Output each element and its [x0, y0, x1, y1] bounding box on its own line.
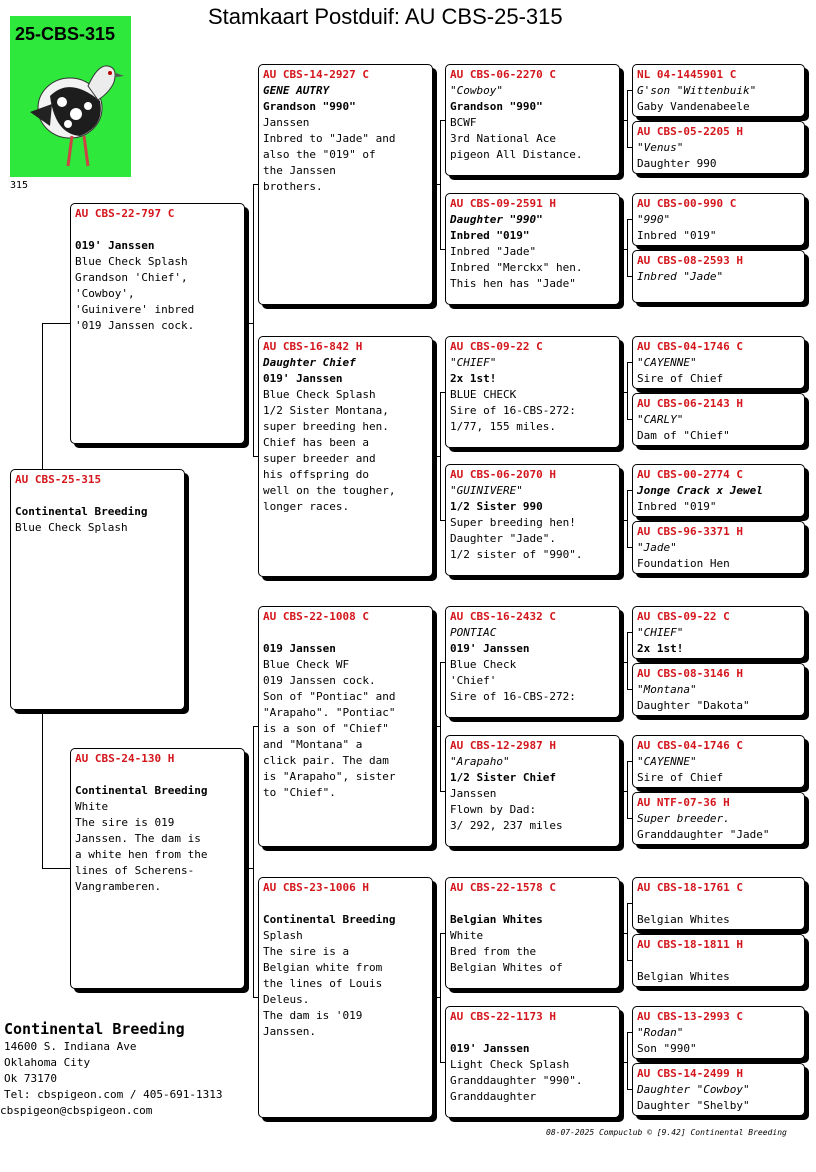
- great-great-grandparent-card: [632, 521, 805, 574]
- card-text-line: PONTIAC: [450, 626, 497, 639]
- ring-number: AU CBS-22-1008 C: [263, 610, 369, 623]
- card-text-line: 1/2 sister of "990".: [450, 548, 583, 561]
- ring-number: AU CBS-08-3146 H: [637, 667, 743, 680]
- great-grandparent-card: [445, 877, 620, 989]
- pedigree-connector-line: [627, 90, 628, 148]
- ring-number: AU CBS-00-990 C: [637, 197, 737, 210]
- pedigree-connector-line: [627, 761, 632, 762]
- card-text-line: 'Chief': [450, 674, 497, 687]
- card-text-line: Foundation Hen: [637, 557, 730, 570]
- card-text-line: Sire of Chief: [637, 771, 724, 784]
- card-text-line: Continental Breeding: [263, 913, 396, 926]
- pedigree-connector-line: [433, 997, 440, 998]
- great-grandparent-card: [445, 606, 620, 718]
- pedigree-connector-line: [440, 933, 441, 1063]
- pedigree-connector-line: [253, 184, 254, 457]
- card-text-line: Blue Check Splash: [15, 521, 128, 534]
- card-text-line: Blue Check: [450, 658, 517, 671]
- card-text-line: Super breeding hen!: [450, 516, 576, 529]
- card-text-line: Janssen. The dam is: [75, 832, 201, 845]
- great-great-grandparent-card: [632, 121, 805, 174]
- card-text-line: Daughter "Cowboy": [637, 1083, 750, 1096]
- grandparent-card: [258, 877, 433, 1118]
- ring-number: NL 04-1445901 C: [637, 68, 737, 81]
- subject-card: [10, 469, 185, 710]
- ring-number: AU CBS-18-1761 C: [637, 881, 743, 894]
- card-text-line: Grandson 'Chief',: [75, 271, 188, 284]
- ring-number: AU CBS-09-22 C: [637, 610, 730, 623]
- card-text-line: Son "990": [637, 1042, 697, 1055]
- pedigree-connector-line: [627, 547, 632, 548]
- pedigree-connector-line: [627, 362, 628, 420]
- card-text-line: Inbred "Merckx" hen.: [450, 261, 583, 274]
- pedigree-connector-line: [627, 1032, 628, 1090]
- card-text-line: and "Montana" a: [263, 738, 363, 751]
- card-text-line: Grandson "990": [450, 100, 543, 113]
- card-text-line: The sire is a: [263, 945, 350, 958]
- card-text-line: The sire is 019: [75, 816, 175, 829]
- pedigree-connector-line: [253, 997, 258, 998]
- ring-number: AU CBS-23-1006 H: [263, 881, 369, 894]
- pedigree-connector-line: [245, 868, 253, 869]
- pedigree-connector-line: [253, 456, 258, 457]
- pedigree-connector-line: [620, 249, 627, 250]
- great-great-grandparent-card: [632, 877, 805, 930]
- card-text-line: 019' Janssen: [450, 642, 530, 655]
- great-grandparent-card: [445, 193, 620, 305]
- card-text-line: "CAYENNE": [637, 356, 697, 369]
- card-text-line: a white hen from the: [75, 848, 208, 861]
- card-text-line: GENE AUTRY: [263, 84, 330, 97]
- great-grandparent-card: [445, 464, 620, 576]
- card-text-line: longer races.: [263, 500, 350, 513]
- card-text-line: 019' Janssen: [263, 372, 343, 385]
- ring-number: AU CBS-09-2591 H: [450, 197, 556, 210]
- great-great-grandparent-card: [632, 1063, 805, 1116]
- card-text-line: the Janssen: [263, 164, 336, 177]
- card-text-line: [637, 896, 800, 912]
- card-text-line: Deleus.: [263, 993, 310, 1006]
- card-text-line: 1/77, 155 miles.: [450, 420, 556, 433]
- card-text-line: Inbred "Jade": [450, 245, 537, 258]
- owner-email: cbspigeon@cbspigeon.com: [0, 1104, 153, 1117]
- card-text-line: '019 Janssen cock.: [75, 319, 195, 332]
- great-great-grandparent-card: [632, 735, 805, 788]
- card-text-line: Blue Check Splash: [263, 388, 376, 401]
- card-text-line: Chief has been a: [263, 436, 369, 449]
- pedigree-connector-line: [440, 120, 445, 121]
- card-text-line: This hen has "Jade": [450, 277, 576, 290]
- card-text-line: 2x 1st!: [450, 372, 497, 385]
- card-text-line: [75, 222, 240, 238]
- card-text-line: Light Check Splash: [450, 1058, 570, 1071]
- card-text-line: Sire of 16-CBS-272:: [450, 404, 576, 417]
- card-text-line: "CARLY": [637, 413, 684, 426]
- pedigree-connector-line: [42, 323, 43, 469]
- ring-number: AU CBS-14-2927 C: [263, 68, 369, 81]
- pedigree-connector-line: [627, 960, 632, 961]
- great-great-grandparent-card: [632, 393, 805, 446]
- card-text-line: Inbred "019": [637, 229, 717, 242]
- ring-number: AU CBS-25-315: [15, 473, 102, 486]
- owner-block: [0, 1019, 223, 1119]
- card-text-line: "990": [637, 213, 671, 226]
- card-text-line: Inbred "019": [637, 500, 717, 513]
- pedigree-connector-line: [627, 761, 628, 819]
- great-great-grandparent-card: [632, 1006, 805, 1059]
- card-text-line: lines of Scherens-: [75, 864, 195, 877]
- pedigree-connector-line: [627, 1032, 632, 1033]
- card-text-line: also the "019" of: [263, 148, 376, 161]
- pedigree-connector-line: [627, 419, 632, 420]
- card-text-line: Belgian Whites: [637, 970, 730, 983]
- pedigree-connector-line: [253, 726, 258, 727]
- card-text-line: Inbred to "Jade" and: [263, 132, 396, 145]
- footer-credit: 08-07-2025 Compuclub © [9.42] Continental Breeding: [546, 1128, 787, 1137]
- great-grandparent-card: [445, 735, 620, 847]
- pedigree-connector-line: [245, 323, 253, 324]
- card-text-line: Belgian Whites: [637, 913, 730, 926]
- card-text-line: 3rd National Ace: [450, 132, 556, 145]
- card-text-line: Belgian Whites of: [450, 961, 563, 974]
- pedigree-connector-line: [253, 726, 254, 998]
- card-text-line: BLUE CHECK: [450, 388, 517, 401]
- great-great-grandparent-card: [632, 663, 805, 716]
- card-text-line: Daughter "990": [450, 213, 543, 226]
- card-text-line: Belgian white from: [263, 961, 383, 974]
- pedigree-connector-line: [42, 323, 70, 324]
- card-text-line: brothers.: [263, 180, 323, 193]
- ring-number: AU CBS-14-2499 H: [637, 1067, 743, 1080]
- card-text-line: Son of "Pontiac" and: [263, 690, 396, 703]
- grandparent-card: [258, 336, 433, 577]
- card-text-line: Bred from the: [450, 945, 537, 958]
- ring-number: AU CBS-18-1811 H: [637, 938, 743, 951]
- page-title: Stamkaart Postduif: AU CBS-25-315: [208, 4, 563, 29]
- ring-number: AU CBS-06-2143 H: [637, 397, 743, 410]
- ring-number: AU CBS-96-3371 H: [637, 525, 743, 538]
- ring-number: AU CBS-04-1746 C: [637, 340, 743, 353]
- card-text-line: [450, 896, 615, 912]
- card-text-line: White: [450, 929, 484, 942]
- pedigree-connector-line: [627, 219, 632, 220]
- photo-caption: 315: [10, 180, 29, 191]
- card-text-line: 'Cowboy',: [75, 287, 135, 300]
- great-great-grandparent-card: [632, 193, 805, 246]
- card-text-line: "Cowboy": [450, 84, 503, 97]
- pedigree-connector-line: [627, 818, 632, 819]
- card-text-line: BCWF: [450, 116, 477, 129]
- card-text-line: 1/2 Sister Montana,: [263, 404, 389, 417]
- card-text-line: "GUINIVERE": [450, 484, 523, 497]
- card-text-line: Daughter "Jade".: [450, 532, 556, 545]
- great-grandparent-card: [445, 64, 620, 176]
- card-text-line: Inbred "Jade": [637, 270, 724, 283]
- card-text-line: click pair. The dam: [263, 754, 389, 767]
- card-text-line: [263, 625, 428, 641]
- card-text-line: [15, 488, 180, 504]
- card-text-line: 1/2 Sister 990: [450, 500, 543, 513]
- card-text-line: Daughter Chief: [263, 356, 356, 369]
- pedigree-connector-line: [440, 120, 441, 250]
- card-text-line: pigeon All Distance.: [450, 148, 583, 161]
- pedigree-connector-line: [620, 392, 627, 393]
- card-text-line: The dam is '019: [263, 1009, 363, 1022]
- ring-number: AU CBS-22-1173 H: [450, 1010, 556, 1023]
- card-text-line: Sire of Chief: [637, 372, 724, 385]
- card-text-line: Granddaughter: [450, 1090, 537, 1103]
- ring-number: AU CBS-05-2205 H: [637, 125, 743, 138]
- great-great-grandparent-card: [632, 792, 805, 845]
- card-text-line: Inbred "019": [450, 229, 530, 242]
- card-text-line: Grandson "990": [263, 100, 356, 113]
- pedigree-connector-line: [620, 933, 627, 934]
- ring-number: AU CBS-13-2993 C: [637, 1010, 743, 1023]
- card-text-line: Continental Breeding: [75, 784, 208, 797]
- card-text-line: Granddaughter "Jade": [637, 828, 770, 841]
- card-text-line: 2x 1st!: [637, 642, 684, 655]
- ring-number: AU CBS-16-842 H: [263, 340, 363, 353]
- card-text-line: Continental Breeding: [15, 505, 148, 518]
- pedigree-connector-line: [433, 456, 440, 457]
- pedigree-connector-line: [627, 689, 632, 690]
- card-text-line: super breeder and: [263, 452, 376, 465]
- card-text-line: well on the tougher,: [263, 484, 396, 497]
- card-text-line: the lines of Louis: [263, 977, 383, 990]
- great-great-grandparent-card: [632, 606, 805, 659]
- owner-city: Oklahoma City: [4, 1056, 91, 1069]
- card-text-line: 3/ 292, 237 miles: [450, 819, 563, 832]
- pedigree-connector-line: [440, 791, 445, 792]
- card-text-line: White: [75, 800, 109, 813]
- card-text-line: "CAYENNE": [637, 755, 697, 768]
- card-text-line: "Rodan": [637, 1026, 684, 1039]
- pedigree-connector-line: [42, 710, 43, 868]
- pigeon-photo: [10, 16, 131, 177]
- card-text-line: Daughter "Dakota": [637, 699, 750, 712]
- sire-card: [70, 203, 245, 444]
- card-text-line: [263, 896, 428, 912]
- ring-number: AU CBS-00-2774 C: [637, 468, 743, 481]
- pedigree-connector-line: [440, 933, 445, 934]
- pedigree-connector-line: [620, 520, 627, 521]
- card-text-line: [450, 1025, 615, 1041]
- pedigree-connector-line: [627, 632, 632, 633]
- pedigree-connector-line: [627, 362, 632, 363]
- card-text-line: 'Guinivere' inbred: [75, 303, 195, 316]
- pedigree-connector-line: [627, 90, 632, 91]
- ring-number: AU CBS-09-22 C: [450, 340, 543, 353]
- owner-address: 14600 S. Indiana Ave: [4, 1040, 137, 1053]
- card-text-line: Daughter "Shelby": [637, 1099, 750, 1112]
- card-text-line: Gaby Vandenabeele: [637, 100, 750, 113]
- grandparent-card: [258, 64, 433, 305]
- ring-number: AU CBS-08-2593 H: [637, 254, 743, 267]
- card-text-line: 019' Janssen: [75, 239, 155, 252]
- grandparent-card: [258, 606, 433, 847]
- pedigree-connector-line: [253, 184, 258, 185]
- card-text-line: Janssen: [263, 116, 310, 129]
- pedigree-connector-line: [440, 1062, 445, 1063]
- pedigree-connector-line: [433, 184, 440, 185]
- pedigree-connector-line: [627, 147, 632, 148]
- owner-state-zip: Ok 73170: [4, 1072, 57, 1085]
- ring-number: AU CBS-22-797 C: [75, 207, 175, 220]
- card-text-line: "Arapaho": [450, 755, 510, 768]
- ring-number: AU CBS-06-2070 H: [450, 468, 556, 481]
- card-text-line: 019 Janssen cock.: [263, 674, 376, 687]
- card-text-line: is "Arapaho", sister: [263, 770, 396, 783]
- card-text-line: "Jade": [637, 541, 677, 554]
- card-text-line: Dam of "Chief": [637, 429, 730, 442]
- pedigree-connector-line: [440, 392, 445, 393]
- card-text-line: to "Chief".: [263, 786, 336, 799]
- card-text-line: 1/2 Sister Chief: [450, 771, 556, 784]
- ring-number: AU CBS-04-1746 C: [637, 739, 743, 752]
- pedigree-connector-line: [627, 903, 632, 904]
- pedigree-connector-line: [42, 868, 70, 869]
- pedigree-connector-line: [440, 392, 441, 521]
- card-text-line: Flown by Dad:: [450, 803, 537, 816]
- pedigree-connector-line: [620, 120, 627, 121]
- pedigree-connector-line: [627, 276, 632, 277]
- great-great-grandparent-card: [632, 336, 805, 389]
- ring-number: AU CBS-24-130 H: [75, 752, 175, 765]
- pedigree-connector-line: [620, 662, 627, 663]
- card-text-line: Belgian Whites: [450, 913, 543, 926]
- card-text-line: "CHIEF": [637, 626, 684, 639]
- dam-card: [70, 748, 245, 989]
- pedigree-connector-line: [627, 632, 628, 690]
- card-text-line: Janssen.: [263, 1025, 316, 1038]
- card-text-line: 019' Janssen: [450, 1042, 530, 1055]
- pedigree-connector-line: [440, 662, 441, 792]
- ring-number: AU CBS-06-2270 C: [450, 68, 556, 81]
- card-text-line: Splash: [263, 929, 303, 942]
- pedigree-connector-line: [440, 662, 445, 663]
- card-text-line: Super breeder.: [637, 812, 730, 825]
- pedigree-connector-line: [627, 219, 628, 277]
- great-great-grandparent-card: [632, 934, 805, 987]
- card-text-line: Blue Check WF: [263, 658, 350, 671]
- card-text-line: G'son "Wittenbuik": [637, 84, 757, 97]
- pedigree-connector-line: [627, 1089, 632, 1090]
- pedigree-connector-line: [433, 726, 440, 727]
- great-great-grandparent-card: [632, 250, 805, 303]
- card-text-line: Granddaughter "990".: [450, 1074, 583, 1087]
- card-text-line: [75, 767, 240, 783]
- ring-number: AU NTF-07-36 H: [637, 796, 730, 809]
- ring-number: AU CBS-16-2432 C: [450, 610, 556, 623]
- card-text-line: Blue Check Splash: [75, 255, 188, 268]
- great-great-grandparent-card: [632, 464, 805, 517]
- card-text-line: "CHIEF": [450, 356, 497, 369]
- card-text-line: Vangramberen.: [75, 880, 162, 893]
- card-text-line: Jonge Crack x Jewel: [637, 484, 763, 497]
- pedigree-connector-line: [627, 903, 628, 961]
- pedigree-connector-line: [620, 791, 627, 792]
- card-text-line: Janssen: [450, 787, 497, 800]
- great-grandparent-card: [445, 336, 620, 448]
- card-text-line: 019 Janssen: [263, 642, 336, 655]
- pedigree-connector-line: [440, 520, 445, 521]
- card-text-line: [637, 953, 800, 969]
- pedigree-connector-line: [627, 490, 632, 491]
- great-great-grandparent-card: [632, 64, 805, 117]
- pedigree-connector-line: [620, 1062, 627, 1063]
- ring-number-label: 25-CBS-315: [15, 24, 116, 44]
- pedigree-connector-line: [627, 490, 628, 548]
- ring-number: AU CBS-12-2987 H: [450, 739, 556, 752]
- card-text-line: his offspring do: [263, 468, 369, 481]
- card-text-line: is a son of "Chief": [263, 722, 389, 735]
- card-text-line: Daughter 990: [637, 157, 717, 170]
- great-grandparent-card: [445, 1006, 620, 1118]
- card-text-line: "Montana": [637, 683, 697, 696]
- card-text-line: super breeding hen.: [263, 420, 389, 433]
- card-text-line: "Arapaho". "Pontiac": [263, 706, 396, 719]
- ring-number: AU CBS-22-1578 C: [450, 881, 556, 894]
- owner-name: Continental Breeding: [4, 1020, 185, 1038]
- card-text-line: Sire of 16-CBS-272:: [450, 690, 576, 703]
- card-text-line: "Venus": [637, 141, 684, 154]
- owner-tel: Tel: cbspigeon.com / 405-691-1313: [4, 1088, 223, 1101]
- pedigree-connector-line: [440, 249, 445, 250]
